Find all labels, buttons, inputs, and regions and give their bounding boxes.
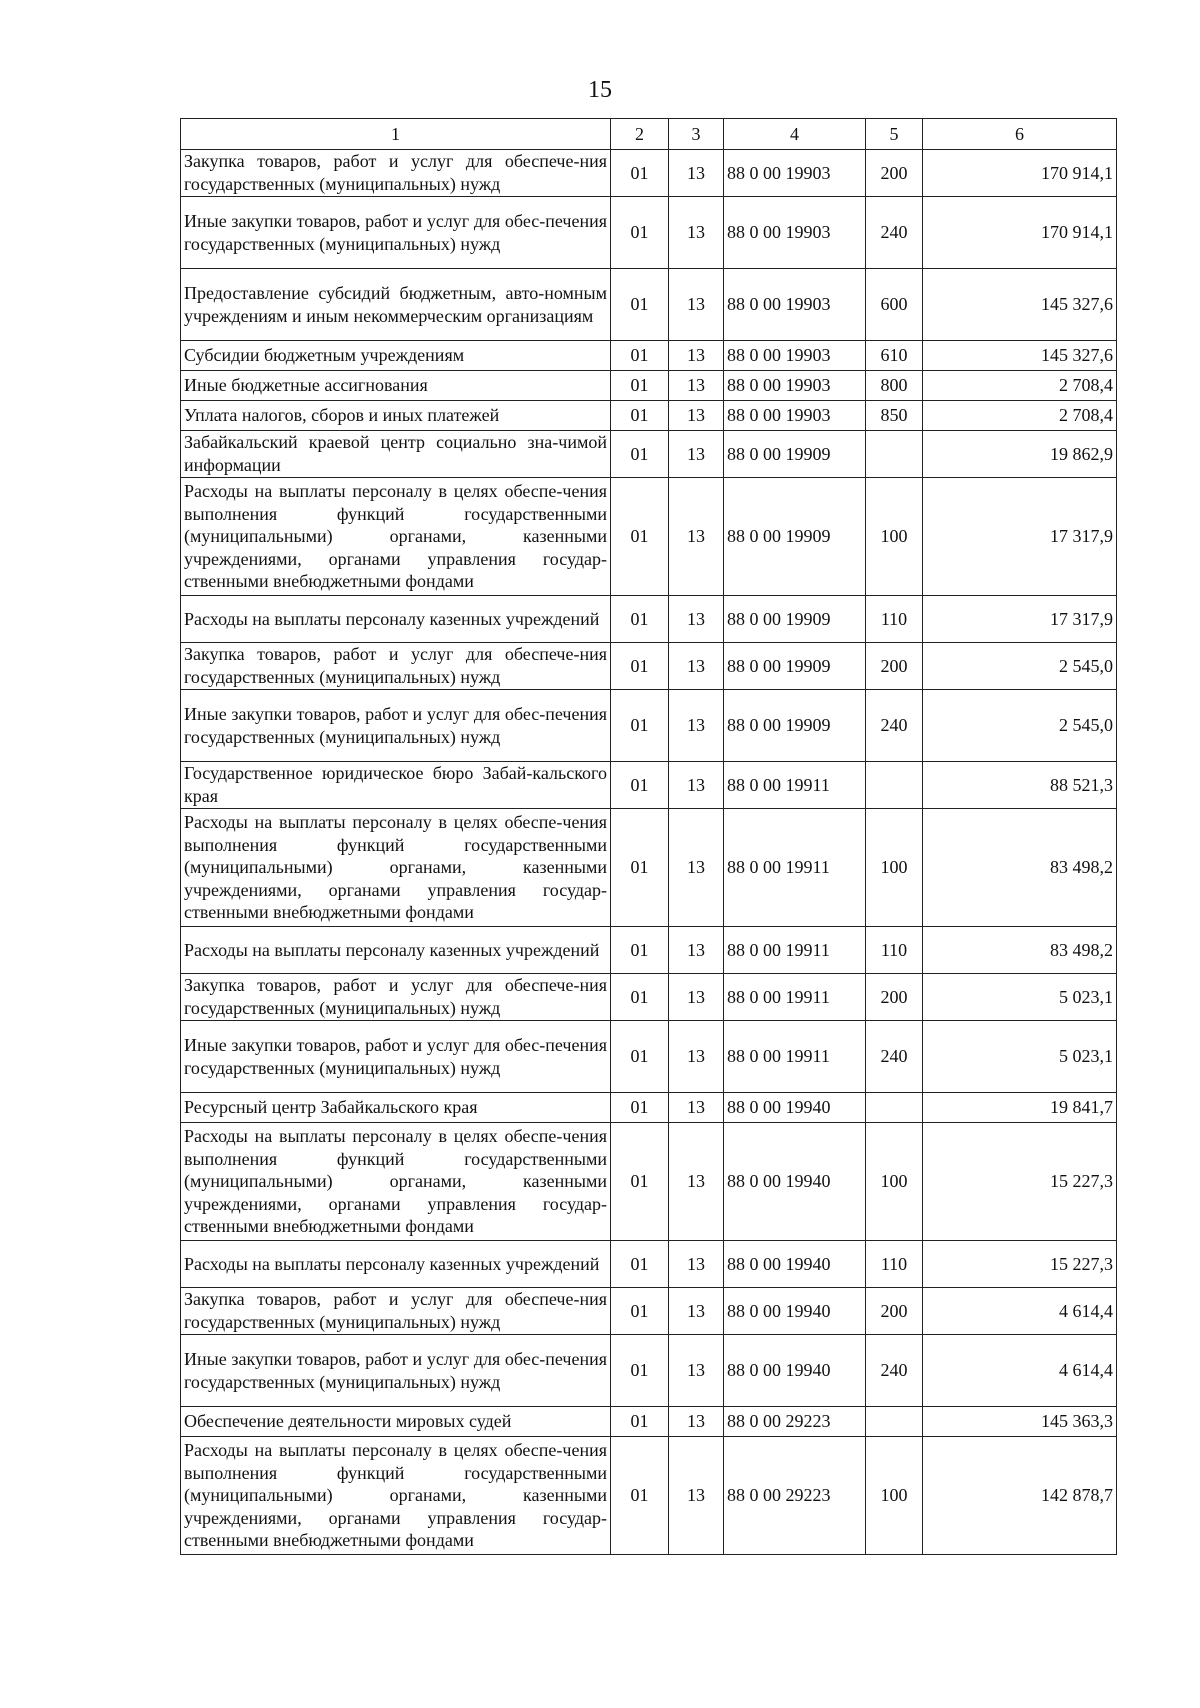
- row-name: Ресурсный центр Забайкальского края: [181, 1093, 611, 1123]
- expense-type: 100: [866, 1437, 923, 1555]
- amount: 17 317,9: [923, 478, 1117, 596]
- table-body: [181, 150, 1117, 1555]
- subsection-code: 13: [669, 197, 724, 269]
- section-code: 01: [611, 1093, 669, 1123]
- table-row: [181, 371, 1117, 401]
- subsection-code: 13: [669, 1123, 724, 1241]
- section-code: 01: [611, 1241, 669, 1288]
- amount: 15 227,3: [923, 1241, 1117, 1288]
- expense-type: 200: [866, 150, 923, 197]
- section-code: 01: [611, 1335, 669, 1407]
- table-row: [181, 1021, 1117, 1093]
- target-article: 88 0 00 19909: [724, 690, 866, 762]
- amount: 142 878,7: [923, 1437, 1117, 1555]
- target-article: 88 0 00 19940: [724, 1241, 866, 1288]
- section-code: 01: [611, 762, 669, 809]
- subsection-code: 13: [669, 690, 724, 762]
- target-article: 88 0 00 19940: [724, 1093, 866, 1123]
- amount: 2 545,0: [923, 643, 1117, 690]
- table-row: [181, 762, 1117, 809]
- subsection-code: 13: [669, 927, 724, 974]
- amount: 2 708,4: [923, 371, 1117, 401]
- target-article: 88 0 00 19911: [724, 927, 866, 974]
- expense-type: 240: [866, 690, 923, 762]
- subsection-code: 13: [669, 974, 724, 1021]
- amount: 145 327,6: [923, 341, 1117, 371]
- expense-type: 100: [866, 809, 923, 927]
- subsection-code: 13: [669, 596, 724, 643]
- header-cell-4: 4: [724, 119, 866, 150]
- row-name: Иные закупки товаров, работ и услуг для обес-печения государственных (муниципальных) нужд: [181, 197, 611, 269]
- row-name: Иные закупки товаров, работ и услуг для обес-печения государственных (муниципальных) нужд: [181, 690, 611, 762]
- amount: 170 914,1: [923, 150, 1117, 197]
- table-row: [181, 690, 1117, 762]
- expense-type: 110: [866, 1241, 923, 1288]
- target-article: 88 0 00 19909: [724, 478, 866, 596]
- target-article: 88 0 00 19909: [724, 431, 866, 478]
- subsection-code: 13: [669, 762, 724, 809]
- expense-type: [866, 1093, 923, 1123]
- row-name: Расходы на выплаты персоналу в целях обеспе-чения выполнения функций государственными (муниципальными) органами, казенными учреждениями, органами управления государ-ственными внебюджетными фондами: [181, 1123, 611, 1241]
- target-article: 88 0 00 29223: [724, 1437, 866, 1555]
- row-name: Расходы на выплаты персоналу казенных учреждений: [181, 1241, 611, 1288]
- expense-type: 600: [866, 269, 923, 341]
- table-row: [181, 1241, 1117, 1288]
- target-article: 88 0 00 19940: [724, 1288, 866, 1335]
- section-code: 01: [611, 478, 669, 596]
- target-article: 88 0 00 19940: [724, 1123, 866, 1241]
- amount: 2 708,4: [923, 401, 1117, 431]
- section-code: 01: [611, 596, 669, 643]
- subsection-code: 13: [669, 1241, 724, 1288]
- amount: 17 317,9: [923, 596, 1117, 643]
- row-name: Расходы на выплаты персоналу в целях обеспе-чения выполнения функций государственными (муниципальными) органами, казенными учреждениями, органами управления государ-ственными внебюджетными фондами: [181, 1437, 611, 1555]
- expense-type: 610: [866, 341, 923, 371]
- amount: 4 614,4: [923, 1335, 1117, 1407]
- header-cell-1: 1: [181, 119, 611, 150]
- subsection-code: 13: [669, 809, 724, 927]
- expense-type: [866, 762, 923, 809]
- header-row: [181, 119, 1117, 150]
- table-row: [181, 643, 1117, 690]
- row-name: Иные закупки товаров, работ и услуг для обес-печения государственных (муниципальных) нужд: [181, 1021, 611, 1093]
- amount: 170 914,1: [923, 197, 1117, 269]
- table-row: [181, 927, 1117, 974]
- target-article: 88 0 00 19940: [724, 1335, 866, 1407]
- amount: 15 227,3: [923, 1123, 1117, 1241]
- amount: 88 521,3: [923, 762, 1117, 809]
- expense-type: 110: [866, 927, 923, 974]
- section-code: 01: [611, 690, 669, 762]
- table-row: [181, 478, 1117, 596]
- section-code: 01: [611, 927, 669, 974]
- amount: 5 023,1: [923, 974, 1117, 1021]
- row-name: Расходы на выплаты персоналу казенных учреждений: [181, 927, 611, 974]
- section-code: 01: [611, 341, 669, 371]
- subsection-code: 13: [669, 150, 724, 197]
- expense-type: 200: [866, 974, 923, 1021]
- row-name: Предоставление субсидий бюджетным, авто-номным учреждениям и иным некоммерческим организациям: [181, 269, 611, 341]
- amount: 83 498,2: [923, 809, 1117, 927]
- section-code: 01: [611, 1021, 669, 1093]
- subsection-code: 13: [669, 269, 724, 341]
- section-code: 01: [611, 1288, 669, 1335]
- target-article: 88 0 00 19903: [724, 341, 866, 371]
- header-cell-5: 5: [866, 119, 923, 150]
- expense-type: 200: [866, 1288, 923, 1335]
- budget-table: [180, 118, 1117, 1555]
- subsection-code: 13: [669, 401, 724, 431]
- section-code: 01: [611, 371, 669, 401]
- subsection-code: 13: [669, 341, 724, 371]
- table-row: [181, 197, 1117, 269]
- header-cell-2: 2: [611, 119, 669, 150]
- target-article: 88 0 00 19911: [724, 1021, 866, 1093]
- amount: 4 614,4: [923, 1288, 1117, 1335]
- section-code: 01: [611, 643, 669, 690]
- target-article: 88 0 00 19903: [724, 197, 866, 269]
- expense-type: 100: [866, 478, 923, 596]
- target-article: 88 0 00 19909: [724, 596, 866, 643]
- target-article: 88 0 00 19911: [724, 974, 866, 1021]
- expense-type: 800: [866, 371, 923, 401]
- row-name: Закупка товаров, работ и услуг для обеспече-ния государственных (муниципальных) нужд: [181, 1288, 611, 1335]
- table-row: [181, 1288, 1117, 1335]
- section-code: 01: [611, 401, 669, 431]
- table-row: [181, 269, 1117, 341]
- subsection-code: 13: [669, 1437, 724, 1555]
- table-row: [181, 974, 1117, 1021]
- table-row: [181, 1407, 1117, 1437]
- header-cell-6: 6: [923, 119, 1117, 150]
- section-code: 01: [611, 1437, 669, 1555]
- section-code: 01: [611, 269, 669, 341]
- expense-type: 240: [866, 197, 923, 269]
- section-code: 01: [611, 974, 669, 1021]
- table-row: [181, 1093, 1117, 1123]
- subsection-code: 13: [669, 643, 724, 690]
- target-article: 88 0 00 19903: [724, 150, 866, 197]
- expense-type: 240: [866, 1335, 923, 1407]
- row-name: Закупка товаров, работ и услуг для обеспече-ния государственных (муниципальных) нужд: [181, 150, 611, 197]
- row-name: Иные бюджетные ассигнования: [181, 371, 611, 401]
- row-name: Уплата налогов, сборов и иных платежей: [181, 401, 611, 431]
- row-name: Субсидии бюджетным учреждениям: [181, 341, 611, 371]
- table-row: [181, 341, 1117, 371]
- row-name: Обеспечение деятельности мировых судей: [181, 1407, 611, 1437]
- row-name: Государственное юридическое бюро Забай-кальского края: [181, 762, 611, 809]
- section-code: 01: [611, 1123, 669, 1241]
- table-row: [181, 1123, 1117, 1241]
- target-article: 88 0 00 19911: [724, 762, 866, 809]
- expense-type: 200: [866, 643, 923, 690]
- amount: 145 327,6: [923, 269, 1117, 341]
- table-row: [181, 431, 1117, 478]
- section-code: 01: [611, 197, 669, 269]
- expense-type: 240: [866, 1021, 923, 1093]
- header-cell-3: 3: [669, 119, 724, 150]
- table-row: [181, 401, 1117, 431]
- row-name: Расходы на выплаты персоналу в целях обеспе-чения выполнения функций государственными (муниципальными) органами, казенными учреждениями, органами управления государ-ственными внебюджетными фондами: [181, 809, 611, 927]
- expense-type: 100: [866, 1123, 923, 1241]
- amount: 2 545,0: [923, 690, 1117, 762]
- target-article: 88 0 00 19903: [724, 269, 866, 341]
- subsection-code: 13: [669, 478, 724, 596]
- target-article: 88 0 00 19903: [724, 401, 866, 431]
- row-name: Забайкальский краевой центр социально зна-чимой информации: [181, 431, 611, 478]
- section-code: 01: [611, 150, 669, 197]
- table-row: [181, 1335, 1117, 1407]
- section-code: 01: [611, 431, 669, 478]
- table-row: [181, 150, 1117, 197]
- row-name: Расходы на выплаты персоналу в целях обеспе-чения выполнения функций государственными (муниципальными) органами, казенными учреждениями, органами управления государ-ственными внебюджетными фондами: [181, 478, 611, 596]
- row-name: Расходы на выплаты персоналу казенных учреждений: [181, 596, 611, 643]
- table-row: [181, 596, 1117, 643]
- target-article: 88 0 00 29223: [724, 1407, 866, 1437]
- page-number: 15: [588, 77, 612, 103]
- amount: 83 498,2: [923, 927, 1117, 974]
- row-name: Закупка товаров, работ и услуг для обеспече-ния государственных (муниципальных) нужд: [181, 974, 611, 1021]
- target-article: 88 0 00 19911: [724, 809, 866, 927]
- subsection-code: 13: [669, 431, 724, 478]
- subsection-code: 13: [669, 1288, 724, 1335]
- expense-type: 110: [866, 596, 923, 643]
- row-name: Закупка товаров, работ и услуг для обеспече-ния государственных (муниципальных) нужд: [181, 643, 611, 690]
- row-name: Иные закупки товаров, работ и услуг для обес-печения государственных (муниципальных) нужд: [181, 1335, 611, 1407]
- table-row: [181, 1437, 1117, 1555]
- expense-type: [866, 431, 923, 478]
- section-code: 01: [611, 809, 669, 927]
- amount: 145 363,3: [923, 1407, 1117, 1437]
- amount: 19 841,7: [923, 1093, 1117, 1123]
- subsection-code: 13: [669, 1093, 724, 1123]
- subsection-code: 13: [669, 1335, 724, 1407]
- subsection-code: 13: [669, 371, 724, 401]
- expense-type: 850: [866, 401, 923, 431]
- amount: 19 862,9: [923, 431, 1117, 478]
- amount: 5 023,1: [923, 1021, 1117, 1093]
- section-code: 01: [611, 1407, 669, 1437]
- subsection-code: 13: [669, 1407, 724, 1437]
- table-row: [181, 809, 1117, 927]
- target-article: 88 0 00 19903: [724, 371, 866, 401]
- subsection-code: 13: [669, 1021, 724, 1093]
- expense-type: [866, 1407, 923, 1437]
- target-article: 88 0 00 19909: [724, 643, 866, 690]
